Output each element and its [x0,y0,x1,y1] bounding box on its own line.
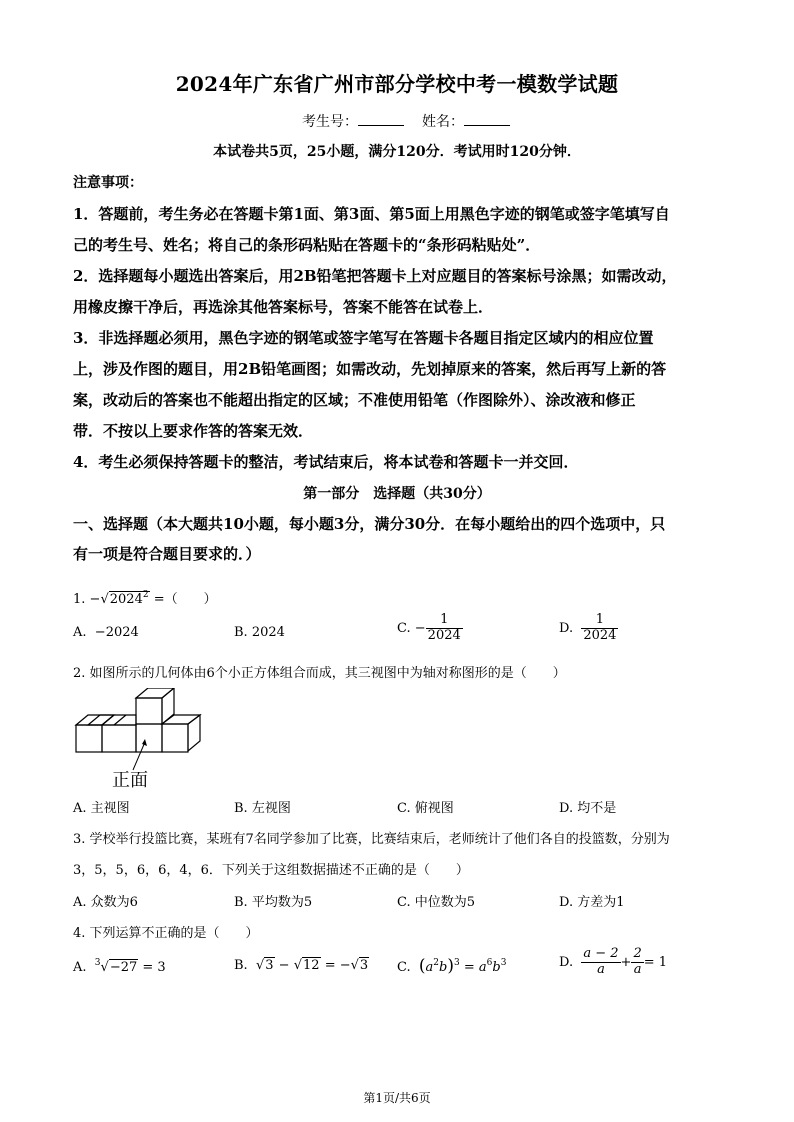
notice-line: 己的考生号、姓名；将自己的条形码粘贴在答题卡的“条形码粘贴处”． [73,236,541,254]
q1-c-fraction: $\frac{1}{2024}$ [427,612,461,643]
q3-stem-cont: 3，5，5，6，6，4，6．下列关于这组数据描述不正确的是（ ） [73,863,469,878]
q1-radicand: 2024$^2$ [109,590,149,607]
q1-minus: − [89,592,101,607]
section-instruction: 有一项是符合题目要求的．） [73,545,261,563]
q3-stem: 3. 学校举行投篮比赛，某班有7名同学参加了比赛，比赛结束后，老师统计了他们各自的投篮数，分别为 [73,832,670,847]
q4-option-a[interactable]: A. $^3$√−27 = 3 [73,958,166,975]
q1-option-d[interactable]: D. $\frac{1}{2024}$ [559,612,617,643]
q2-stem: 2. 如图所示的几何体由6个小正方体组合而成，其三视图中为轴对称图形的是（ ） [73,666,566,681]
q4-d-fraction-1: $\frac{a - 2}{a}$ [583,946,619,977]
sqrt-symbol: √ [293,958,303,973]
q1-stem [73,588,217,607]
q1-d-fraction: $\frac{1}{2024}$ [583,612,617,643]
q2-option-c[interactable]: C. 俯视图 [397,801,454,816]
q1-option-a[interactable]: A. −2024 [73,625,139,640]
q1-option-c[interactable]: C. − $\frac{1}{2024}$ [397,612,461,643]
sqrt-symbol: √ [100,592,109,607]
notice-line: 2．选择题每小题选出答案后，用2B铅笔把答题卡上对应题目的答案标号涂黑；如需改动， [73,267,677,285]
sqrt-symbol: √ [350,958,359,973]
candidate-no-field [302,111,404,131]
part1-heading: 第一部分 选择题（共30分） [303,486,491,502]
q4-option-d[interactable]: D. $\frac{a - 2}{a}$ + $\frac{2}{a}$ = 1 [559,946,668,977]
sqrt-symbol: √ [255,958,265,973]
name-field [422,111,510,131]
page-footer: 第1页/共6页 [363,1091,431,1105]
figure-label-front: 正面 [112,770,148,791]
notice-line: 上，涉及作图的题目，用2B铅笔画图；如需改动，先划掉原来的答案，然后再写上新的答 [73,360,667,378]
q3-option-c[interactable]: C. 中位数为5 [397,895,476,910]
candidate-no-blank [358,111,404,126]
exam-summary: 本试卷共5页，25小题，满分120分．考试用时120分钟． [213,144,581,160]
section-instruction: 一、选择题（本大题共10小题，每小题3分，满分30分．在每小题给出的四个选项中，只 [73,515,666,533]
q1-option-b[interactable]: B. 2024 [234,625,285,640]
notice-line: 4．考生必须保持答题卡的整洁，考试结束后，将本试卷和答题卡一并交回． [73,453,579,471]
notice-heading: 注意事项： [73,175,143,191]
q4-option-b[interactable]: B. √3 − √12 = −√3 [234,958,369,973]
candidate-no-label: 考生号： [302,114,358,130]
q3-option-b[interactable]: B. 平均数为5 [234,895,313,910]
exam-title: 2024年广东省广州市部分学校中考一模数学试题 [175,72,619,96]
name-label: 姓名： [422,114,464,130]
name-blank [464,111,510,126]
q2-option-d[interactable]: D. 均不是 [559,801,617,816]
q4-option-c[interactable]: C. $(a^2b)^3 = a^6b^3$ [397,956,507,976]
q1-number: 1. [73,592,86,607]
q4-stem: 4. 下列运算不正确的是（ ） [73,926,259,941]
notice-line: 用橡皮擦干净后，再选涂其他答案标号，答案不能答在试卷上． [73,298,494,316]
notice-line: 带．不按以上要求作答的答案无效． [73,422,314,440]
q3-option-a[interactable]: A. 众数为6 [73,895,138,910]
notice-line: 案，改动后的答案也不能超出指定的区域；不准使用铅笔（作图除外）、涂改液和修正 [73,391,636,409]
q2-option-b[interactable]: B. 左视图 [234,801,291,816]
q2-option-a[interactable]: A. 主视图 [73,801,130,816]
notice-line: 3．非选择题必须用，黑色字迹的钢笔或签字笔写在答题卡各题目指定区域内的相应位置 [73,329,654,347]
q1-tail: =（ ） [153,592,217,607]
q4-d-fraction-2: $\frac{2}{a}$ [633,946,642,977]
sqrt-symbol: √ [100,960,109,975]
notice-line: 1．答题前，考生务必在答题卡第1面、第3面、第5面上用黑色字迹的钢笔或签字笔填写自 [73,205,670,223]
q3-option-d[interactable]: D. 方差为1 [559,895,625,910]
